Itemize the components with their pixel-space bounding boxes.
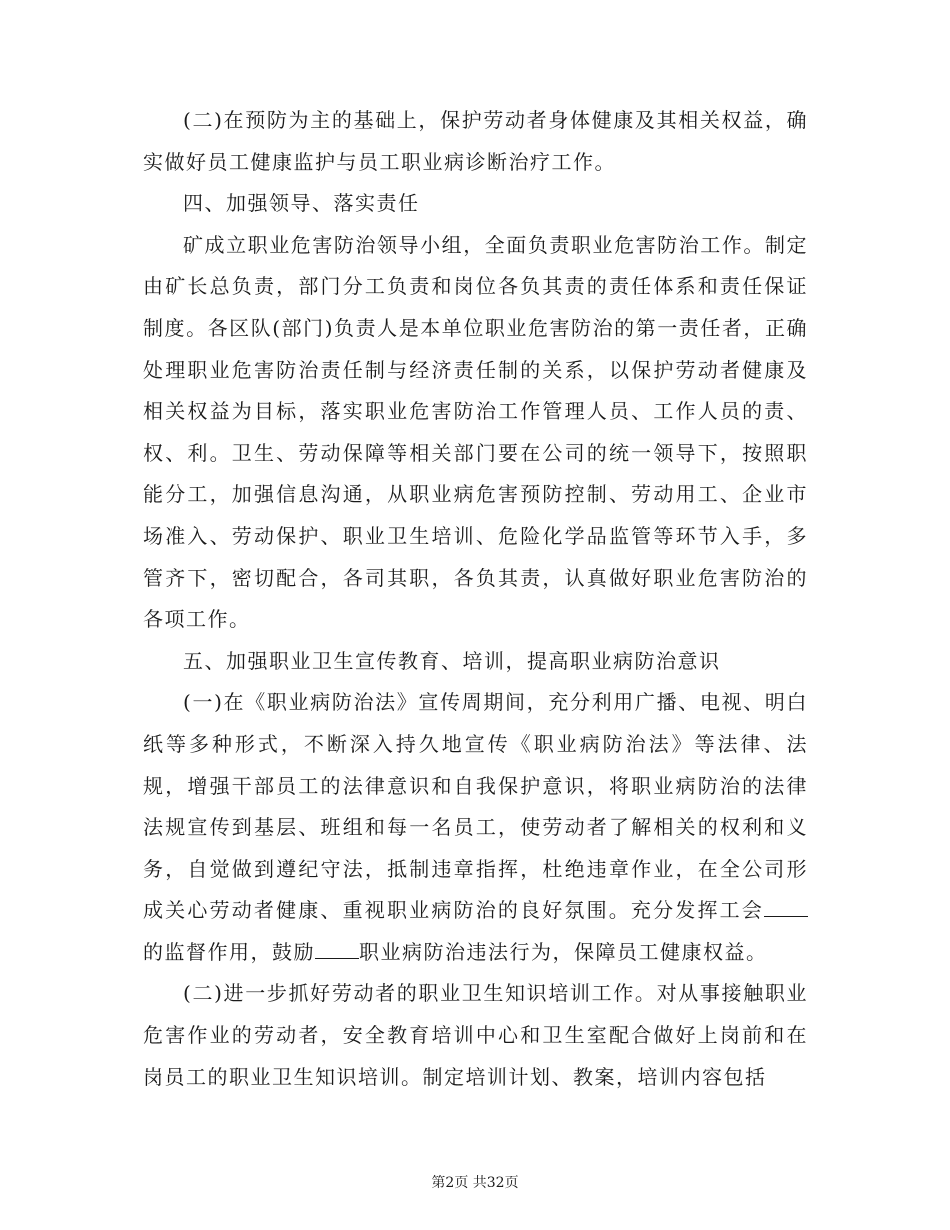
document-body [143,100,808,1098]
page-number: 第2页 共32页 [431,1175,519,1191]
section-heading-5: 五、加强职业卫生宣传教育、培训，提高职业病防治意识 [183,648,721,673]
paragraph-publicity-week-text-3: 职业病防治违法行为，保障员工健康权益。 [359,939,768,964]
fill-in-blank-2 [315,938,359,959]
section-heading-4: 四、加强领导、落实责任 [183,191,420,216]
paragraph-health-monitoring: (二)在预防为主的基础上，保护劳动者身体健康及其相关权益，确实做好员工健康监护与员工职业病诊断治疗工作。 [143,108,808,174]
fill-in-blank-1 [764,896,808,917]
paragraph-publicity-week-text-2: 的监督作用，鼓励 [143,939,315,964]
paragraph-training: (二)进一步抓好劳动者的职业卫生知识培训工作。对从事接触职业危害作业的劳动者，安全教育培训中心和卫生室配合做好上岗前和在岗员工的职业卫生知识培训。制定培训计划、教案，培训内容包括 [143,981,808,1089]
paragraph-leadership-responsibility: 矿成立职业危害防治领导小组，全面负责职业危害防治工作。制定由矿长总负责，部门分工负责和岗位各负其责的责任体系和责任保证制度。各区队(部门)负责人是本单位职业危害防治的第一责任者，正确处理职业危害防治责任制与经济责任制的关系，以保护劳动者健康及相关权益为目标，落实职业危害防治工作管理人员、工作人员的责、权、利。卫生、劳动保障等相关部门要在公司的统一领导下，按照职能分工，加强信息沟通，从职业病危害预防控制、劳动用工、企业市场准入、劳动保护、职业卫生培训、危险化学品监管等环节入手，多管齐下，密切配合，各司其职，各负其责，认真做好职业危害防治的各项工作。 [143,232,808,632]
paragraph-publicity-week [143,682,808,973]
paragraph-publicity-week-text: (一)在《职业病防治法》宣传周期间，充分利用广播、电视、明白纸等多种形式，不断深入持久地宣传《职业病防治法》等法律、法规，增强干部员工的法律意识和自我保护意识，将职业病防治的法律法规宣传到基层、班组和每一名员工，使劳动者了解相关的权利和义务，自觉做到遵纪守法，抵制违章指挥，杜绝违章作业，在全公司形成关心劳动者健康、重视职业病防治的良好氛围。充分发挥工会 [143,690,808,923]
